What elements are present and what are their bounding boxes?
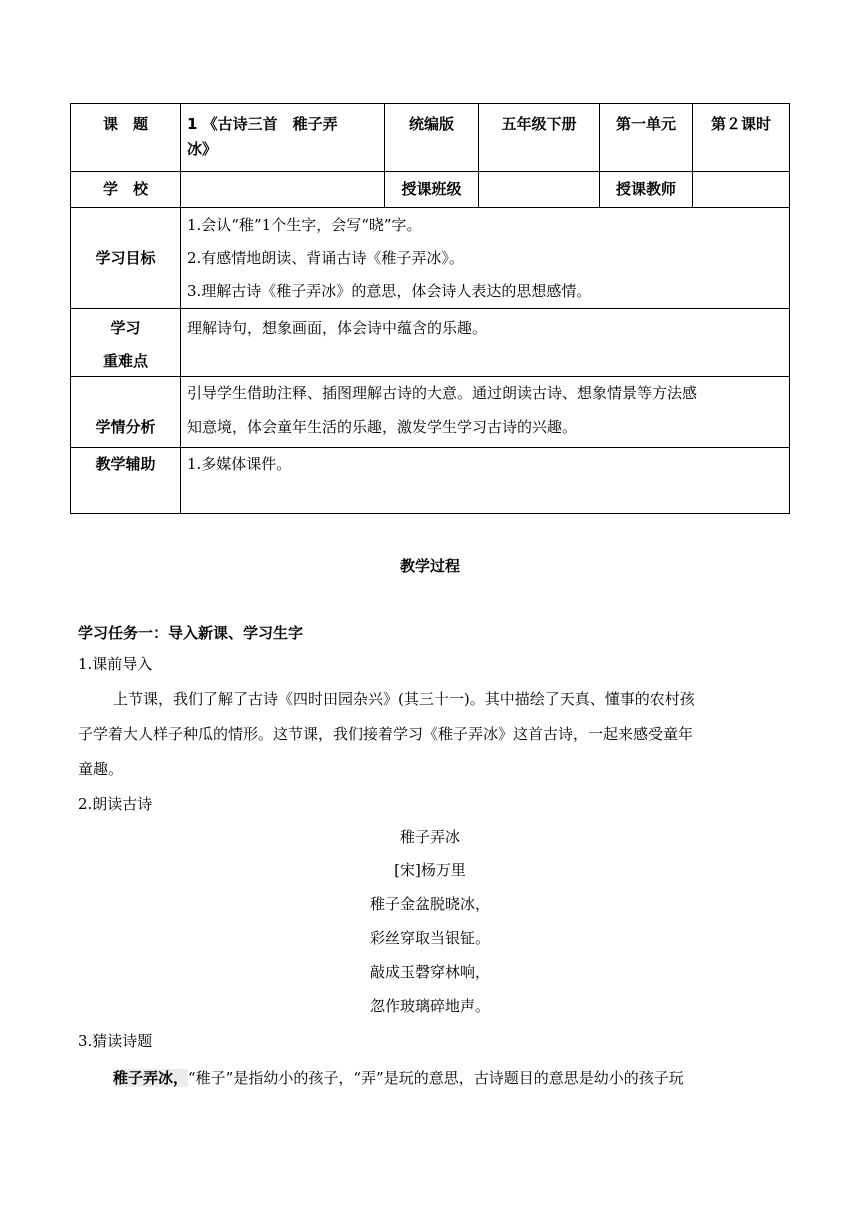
teacher-label: 授课教师: [600, 172, 693, 208]
class-label: 授课班级: [385, 172, 479, 208]
analysis-text: [181, 377, 790, 448]
lesson-info-table: [70, 103, 790, 514]
analysis-line2: 知意境，体会童年生活的乐趣，激发学生学习古诗的兴趣。: [187, 418, 578, 436]
poem-line: 敲成玉磬穿林响，: [369, 963, 490, 981]
aids-text: 1.多媒体课件。: [181, 448, 790, 514]
goal-item: 2.有感情地朗读、背诵古诗《稚子弄冰》。: [187, 249, 464, 267]
edition: 统编版: [385, 104, 479, 172]
para1-line: 童趣。: [78, 760, 124, 778]
aids-label: 教学辅助: [71, 448, 181, 514]
para1-line: 上节课，我们了解了古诗《四时田园杂兴》(其三十一)。其中描绘了天真、懂事的农村孩: [113, 690, 695, 708]
lesson-number: 第２课时: [693, 104, 790, 172]
lesson-title-cell: [181, 104, 385, 172]
key-points-label-line1: 学习: [110, 319, 141, 337]
topic-label: 课 题: [71, 104, 181, 172]
table-row: [71, 309, 790, 377]
poem-title: 稚子弄冰: [399, 828, 460, 846]
goals-list: [181, 208, 790, 309]
goal-item: 3.理解古诗《稚子弄冰》的意思，体会诗人表达的思想感情。: [187, 282, 592, 300]
highlighted-title: 稚子弄冰，: [113, 1069, 189, 1087]
task1-title: 学习任务一：导入新课、学习生字: [78, 624, 304, 642]
teacher-value: [693, 172, 790, 208]
key-points-label: [71, 309, 181, 377]
para3-line: [113, 1066, 684, 1091]
key-points-text: 理解诗句，想象画面，体会诗中蕴含的乐趣。: [181, 309, 790, 377]
poem-line: 稚子金盆脱晓冰，: [369, 895, 490, 913]
class-value: [479, 172, 600, 208]
analysis-label: 学情分析: [71, 377, 181, 448]
lesson-title-line2: 冰》: [187, 140, 218, 158]
table-row: [71, 208, 790, 309]
poem-line: 彩丝穿取当银钲。: [369, 929, 490, 947]
unit: 第一单元: [600, 104, 693, 172]
goal-item: 1.会认“稚”1个生字，会写“晓”字。: [187, 216, 422, 234]
process-heading: 教学过程: [399, 557, 460, 575]
poem-line: 忽作玻璃碎地声。: [369, 997, 490, 1015]
grade: 五年级下册: [479, 104, 600, 172]
para1-line: 子学着大人样子种瓜的情形。这节课，我们接着学习《稚子弄冰》这首古诗，一起来感受童年: [78, 725, 694, 743]
table-row: [71, 104, 790, 172]
goals-label: 学习目标: [71, 208, 181, 309]
poem-author: [宋]杨万里: [394, 861, 466, 879]
table-row: [71, 172, 790, 208]
lesson-title-line1: 1 《古诗三首 稚子弄: [187, 115, 338, 133]
step3-title: 3.猜读诗题: [78, 1032, 153, 1050]
analysis-line1: 引导学生借助注释、插图理解古诗的大意。通过朗读古诗、想象情景等方法感: [187, 384, 698, 402]
table-row: [71, 377, 790, 448]
school-value: [181, 172, 385, 208]
school-label: 学 校: [71, 172, 181, 208]
step2-title: 2.朗读古诗: [78, 795, 153, 813]
table-row: [71, 448, 790, 514]
key-points-label-line2: 重难点: [102, 352, 148, 370]
para3-text: “稚子”是指幼小的孩子，“弄”是玩的意思，古诗题目的意思是幼小的孩子玩: [188, 1069, 684, 1087]
step1-title: 1.课前导入: [78, 655, 153, 673]
